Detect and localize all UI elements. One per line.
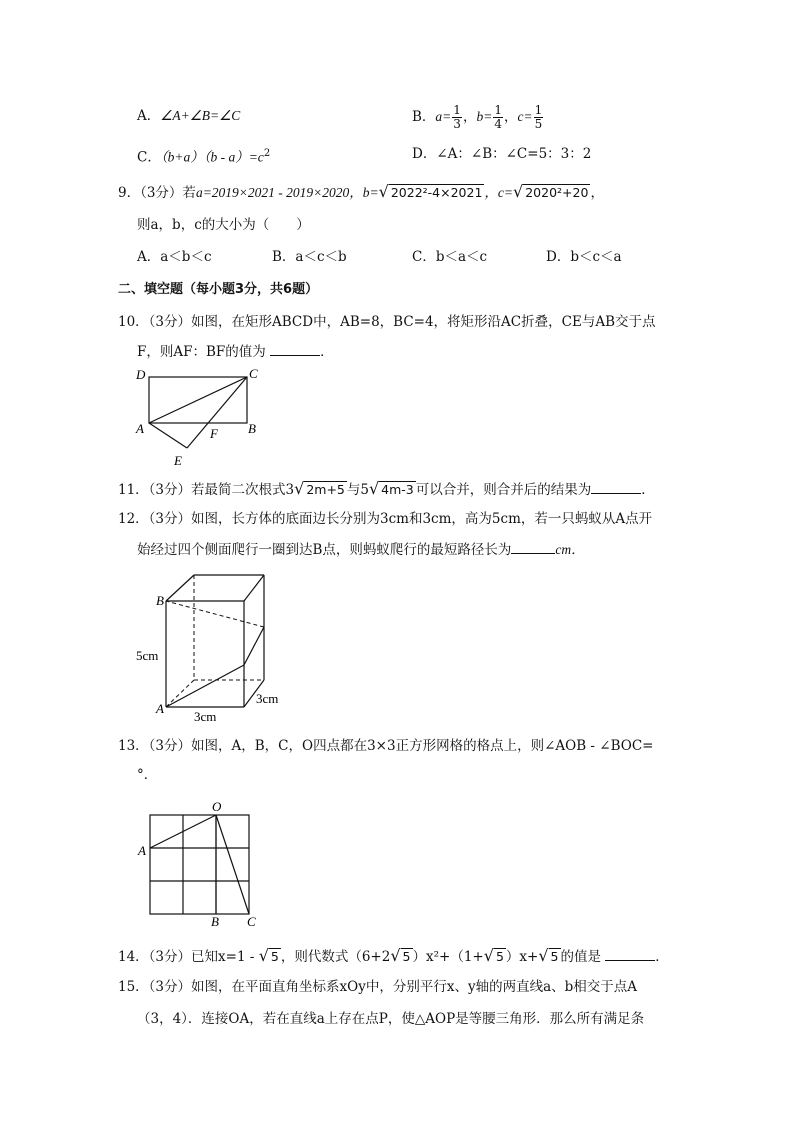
q9-line1 [118, 180, 604, 205]
q14-root3: 5 [495, 949, 504, 964]
q9-b-pre: b= [362, 185, 379, 200]
q8-b-pre-c: c= [517, 109, 533, 124]
q10-end: ． [320, 344, 334, 360]
q9-line2: 则a，b，c的大小为（ ） [137, 217, 310, 233]
q9-a-expr: a=2019×2021 - 2019×2020， [195, 185, 363, 200]
label-b: B [248, 421, 256, 436]
q8-option-c [137, 145, 270, 167]
q9-option-d: D．b＜c＜a [546, 249, 622, 265]
q14-mid3: ）x+ [505, 949, 539, 965]
top-right-edge [244, 575, 264, 601]
q8-b-pre-a: a= [435, 109, 452, 124]
q10-line2 [137, 343, 334, 361]
radical-icon: √ [368, 479, 380, 498]
label-a: A [156, 701, 164, 716]
q14-root2: 5 [402, 949, 411, 964]
path-segment-1 [166, 665, 244, 707]
hidden-left-edge [166, 680, 194, 707]
q8-option-d-text: ∠A：∠B：∠C=5：3：2 [436, 146, 592, 162]
q14-root1: 5 [270, 949, 279, 964]
radical-icon: √ [390, 946, 401, 965]
frac-num: 1 [534, 103, 543, 117]
radical-icon: √ [378, 182, 389, 201]
q8-option-c-sup: 2 [263, 148, 271, 159]
segment-ae [149, 423, 187, 448]
q11-post: 可以合并，则合并后的结果为 [415, 482, 592, 498]
label-c: C [249, 366, 258, 381]
q9-b-root: 2022²-4×2021 [390, 185, 483, 200]
q9-option-b: B．a＜c＜b [272, 249, 347, 265]
q8-option-d-label: D． [412, 146, 437, 162]
q9-option-a: A．a＜b＜c [137, 249, 212, 265]
label-f: F [210, 426, 218, 441]
label-width2: 3cm [256, 691, 279, 706]
q11-line [118, 478, 655, 501]
q8-option-a-text: ∠A+∠B=∠C [160, 108, 241, 123]
q13-line1: 13．（3分）如图，A，B，C，O四点都在3×3正方形网格的格点上，则∠AOB - ∠BOC= [118, 738, 654, 754]
q8-b-pre-b: b= [476, 109, 493, 124]
q8-option-b-label: B． [412, 109, 436, 125]
label-b: B [156, 593, 164, 608]
q8-b-sep1: ， [462, 109, 477, 125]
frac-den: 3 [453, 117, 461, 131]
hidden-path-segment [166, 601, 264, 627]
q14-mid1: ，则代数式（6+2 [280, 949, 391, 965]
diagonal-ac [149, 377, 247, 423]
q14-end: ． [655, 949, 669, 965]
frac-den: 4 [494, 117, 502, 131]
label-a: A [136, 421, 144, 436]
q8-option-c-label: C． [137, 149, 161, 166]
q8-option-a-label: A． [137, 108, 161, 124]
q14-root4: 5 [550, 949, 559, 964]
label-c: C [247, 914, 256, 929]
answer-blank [270, 343, 320, 356]
q13-figure [136, 798, 266, 928]
q15-line1: 15．（3分）如图，在平面直角坐标系xOy中，分别平行x、y轴的两直线a、b相交于点A [118, 979, 638, 995]
label-a: A [138, 843, 146, 858]
q8-b-sep2: ， [503, 109, 518, 125]
q12-line2 [137, 541, 585, 559]
radical-icon: √ [513, 182, 524, 201]
frac-num: 1 [453, 103, 461, 117]
answer-blank [591, 481, 641, 494]
q14-post: 的值是 [560, 949, 601, 965]
q10-line2-text: F，则AF：BF的值为 [137, 344, 266, 360]
label-b: B [211, 914, 219, 929]
q9-c-root: 2020²+20 [525, 185, 589, 200]
q9-option-c: C．b＜a＜c [412, 249, 488, 265]
radical-icon: √ [294, 479, 305, 498]
top-left-edge [166, 575, 194, 601]
q13-line2: °． [137, 767, 158, 783]
q14-pre: 14．（3分）已知x=1 - [118, 949, 259, 965]
q8-option-c-text: （b+a）（b - a）=c [160, 149, 264, 165]
grid-border [150, 815, 249, 914]
q12-line2-text: 始经过四个侧面爬行一圈到达B点，则蚂蚁爬行的最短路径长为 [137, 542, 512, 558]
label-o: O [212, 799, 222, 814]
label-width1: 3cm [194, 709, 217, 724]
section-title: 二、填空题（每小题3分，共6题） [118, 282, 319, 297]
q12-unit: cm． [555, 542, 585, 557]
label-d: D [136, 367, 146, 382]
q10-figure [130, 362, 270, 472]
q14-mid2: ）x²+（1+ [412, 949, 484, 965]
q10-line1: 10．（3分）如图，在矩形ABCD中，AB=8，BC=4，将矩形沿AC折叠，CE与AB交于点 [118, 314, 656, 330]
frac-num: 1 [494, 103, 502, 117]
frac-den: 5 [534, 117, 543, 131]
q15-line2: （3，4）．连接OA，若在直线a上存在点P，使△AOP是等腰三角形．那么所有满足条 [137, 1011, 645, 1027]
q12-line1: 12．（3分）如图，长方体的底面边长分别为3cm和3cm，高为5cm，若一只蚂蚁从A点开 [118, 511, 653, 527]
q9-c-pre: ，c= [484, 185, 514, 200]
q8-b-frac-a [452, 104, 462, 131]
label-e: E [174, 453, 182, 468]
q8-option-a [137, 107, 240, 125]
radical-icon: √ [483, 946, 494, 965]
q11-mid: 与5 [346, 482, 369, 498]
q11-end: ． [641, 482, 655, 498]
q9-tail: ， [590, 185, 604, 201]
segment-oc [216, 815, 249, 914]
q8-b-frac-b [493, 104, 503, 131]
radical-icon: √ [258, 946, 269, 965]
q12-figure [136, 570, 296, 730]
q8-b-frac-c [534, 104, 544, 131]
q14-line [118, 945, 669, 968]
q11-root2: 4m-3 [381, 482, 414, 497]
answer-blank [605, 948, 655, 961]
q11-root1: 2m+5 [306, 482, 345, 497]
q9-number: 9．（3分）若 [118, 185, 196, 201]
radical-icon: √ [538, 946, 549, 965]
path-segment-2 [244, 627, 264, 665]
q8-option-b [412, 102, 544, 132]
label-height: 5cm [136, 648, 159, 663]
answer-blank [511, 541, 555, 554]
q11-pre: 11．（3分）若最简二次根式3 [118, 482, 295, 498]
q8-option-d [412, 145, 591, 163]
